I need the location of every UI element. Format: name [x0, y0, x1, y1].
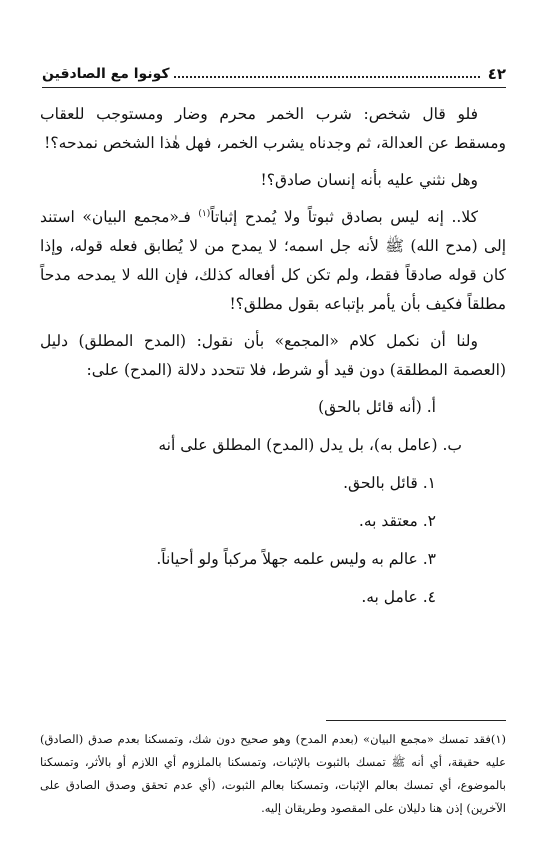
list-item-1: ١. قائل بالحق. [343, 474, 436, 492]
list-item-alif: أ. (أنه قائل بالحق) [318, 398, 436, 416]
footnote-separator [326, 720, 506, 721]
header-rule [42, 87, 506, 88]
paragraph-3-lead: كلا.. إنه ليس بصادق ثبوتاً ولا يُمدح إثباتاً [210, 208, 478, 226]
list-item-3: ٣. عالم به وليس علمه جهلاً مركباً ولو أحياناً. [156, 550, 436, 568]
list-item-ba: ب. (عامل به)، بل يدل (المدح) المطلق على أنه [158, 436, 462, 454]
header-dot-leader [174, 76, 480, 78]
running-title: كونوا مع الصادقين [42, 66, 170, 82]
paragraph-3-rest: فـ«مجمع البيان» استند إلى (مدح الله) ﷺ لأنه جل اسمه؛ لا يمدح من لا يُطابق فعله قوله، وإذا كان قوله صادقاً فقط، ولم تكن كل أفعاله كذلك، فإن الله لا يمدحه مدحاً مطلقاً فكيف بأن يأمر بإتباعه بقول مطلق؟! [40, 208, 506, 313]
footnote-text: (١)فقد تمسك «مجمع البيان» (بعدم المدح) وهو صحيح دون شك، وتمسكنا بعدم صدق (الصادق) عليه حقيقة، أي أنه ﷺ تمسك بالثبوت بالإثبات، وتمسكنا بالملزوم أي اللازم أو بالأثر، وتمسكنا بالموضوع، أي تمسك بعالم الإثبات، وتمسكنا بعالم الثبوت، (أي عدم تحقق وصدق الصادق على الآخرين) إذن هنا دليلان على المقصود وطريقان إليه. [40, 732, 506, 815]
footnote-reference[interactable]: (١) [198, 208, 211, 219]
paragraph-4: ولنا أن نكمل كلام «المجمع» بأن نقول: (المدح المطلق) دليل (العصمة المطلقة) دون قيد أو شرط، فلا تتحدد دلالة (المدح) على: [40, 332, 506, 379]
running-header [42, 62, 506, 84]
list-item-2: ٢. معتقد به. [358, 512, 436, 530]
list-item-4: ٤. عامل به. [361, 588, 436, 606]
paragraph-1: فلو قال شخص: شرب الخمر محرم وضار ومستوجب للعقاب ومسقط عن العدالة، ثم وجدناه يشرب الخمر، فهل هٰذا الشخص نمدحه؟! [40, 105, 506, 152]
page-number: ٤٢ [487, 65, 506, 83]
paragraph-3 [40, 203, 506, 319]
paragraph-2: وهل نثني عليه بأنه إنسان صادق؟! [260, 171, 478, 189]
footnote [40, 728, 506, 820]
body-text [40, 100, 506, 621]
